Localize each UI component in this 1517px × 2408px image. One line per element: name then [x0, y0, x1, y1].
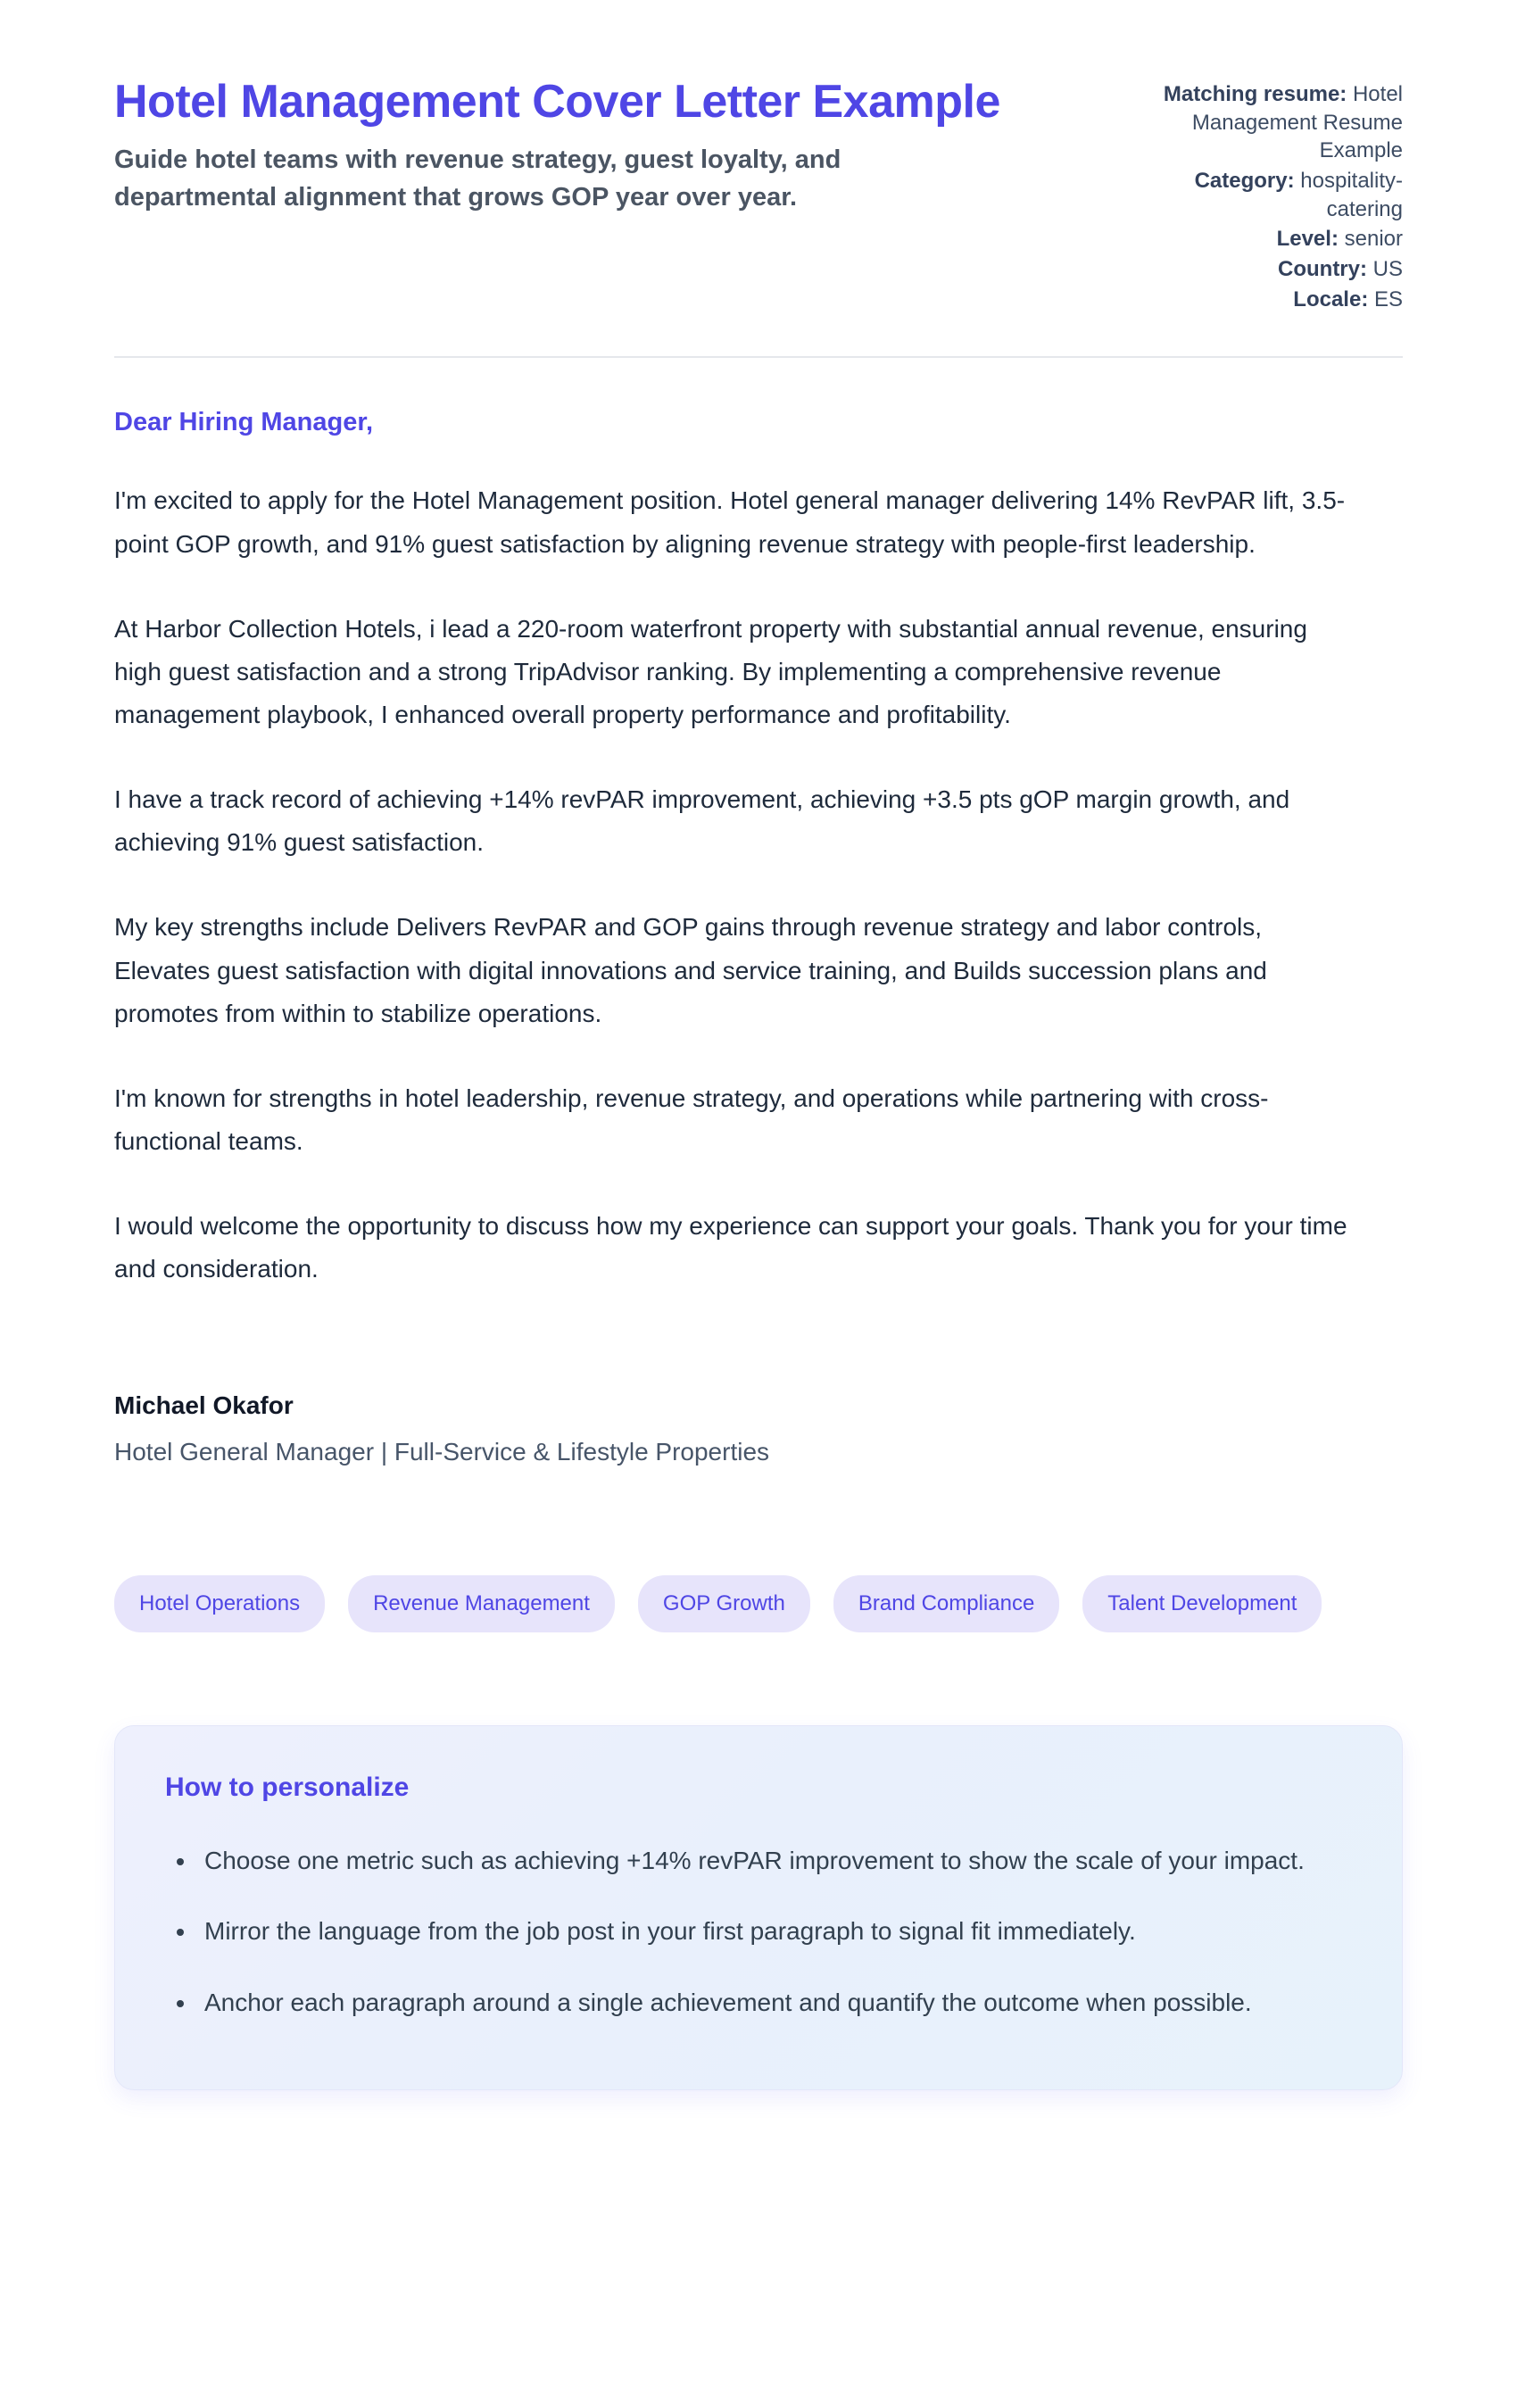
bottom-spacer	[114, 2090, 1403, 2171]
meta-label: Level:	[1276, 227, 1339, 252]
skill-tag-list	[114, 1575, 1403, 1632]
page-subtitle: Guide hotel teams with revenue strategy, guest loyalty, and departmental alignment that grows GOP year over year.	[114, 145, 841, 212]
meta-value: senior	[1344, 227, 1403, 252]
letter-paragraph: At Harbor Collection Hotels, i lead a 220-room waterfront property with substantial annual revenue, ensuring high guest satisfaction and a strong TripAdvisor ranking. By implementing a comprehensive revenue management playbook, I enhanced overall property performance and profitability.	[114, 614, 1307, 728]
meta-row	[1162, 225, 1403, 253]
meta-value: Hotel Management Resume Example	[1191, 82, 1403, 163]
letter-paragraph: My key strengths include Delivers RevPAR and GOP gains through revenue strategy and labor controls, Elevates guest satisfaction with digital innovations and service training, and Builds succession plans and promotes from within to stabilize operations.	[114, 913, 1267, 1027]
header-title-block	[114, 75, 1033, 216]
letter-paragraph: I have a track record of achieving +14% revPAR improvement, achieving +3.5 pts gOP margin growth, and achieving 91% guest satisfaction.	[114, 785, 1290, 857]
article-page	[114, 0, 1403, 2171]
skill-tag-pill[interactable]: GOP Growth	[638, 1575, 810, 1632]
signature-role: Hotel General Manager | Full-Service & Lifestyle Properties	[114, 1437, 770, 1466]
skill-tag-pill[interactable]: Revenue Management	[348, 1575, 615, 1632]
header-divider	[114, 356, 1403, 358]
meta-row	[1162, 255, 1403, 284]
personalize-bullet: • Anchor each paragraph around a single achievement and quantify the outcome when possible.	[197, 1980, 1348, 2025]
personalize-bullet: • Choose one metric such as achieving +14% revPAR improvement to show the scale of your impact.	[197, 1839, 1348, 1883]
meta-label: Locale:	[1293, 286, 1369, 311]
meta-value: US	[1372, 257, 1403, 282]
personalize-bullet-list	[165, 1839, 1352, 2025]
meta-value: hospitality-catering	[1300, 169, 1403, 221]
meta-label: Matching resume:	[1163, 82, 1347, 106]
personalize-title: How to personalize	[165, 1772, 410, 1802]
letter-salutation: Dear Hiring Manager,	[114, 408, 374, 437]
skill-tag-pill[interactable]: Brand Compliance	[833, 1575, 1059, 1632]
skill-tag-pill[interactable]: Talent Development	[1082, 1575, 1322, 1632]
article-header	[114, 75, 1403, 315]
page-title: Hotel Management Cover Letter Example	[114, 76, 1000, 128]
skill-tag-pill[interactable]: Hotel Operations	[114, 1575, 325, 1632]
resume-meta-block	[1162, 75, 1403, 315]
meta-label: Country:	[1278, 257, 1367, 282]
meta-row	[1162, 80, 1403, 165]
letter-paragraph: I'm excited to apply for the Hotel Management position. Hotel general manager delivering 14% RevPAR lift, 3.5-point GOP growth, and 91% guest satisfaction by aligning revenue strategy with people-first leadership.	[114, 486, 1346, 558]
meta-value: ES	[1373, 286, 1403, 311]
personalize-bullet: • Mirror the language from the job post in your first paragraph to signal fit immediately.	[197, 1909, 1348, 1954]
meta-row	[1162, 286, 1403, 314]
cover-letter-body	[114, 408, 1403, 1466]
personalize-callout	[114, 1725, 1403, 2090]
letter-paragraphs	[114, 479, 1403, 1291]
meta-label: Category:	[1194, 169, 1295, 194]
meta-row	[1162, 167, 1403, 223]
letter-paragraph: I'm known for strengths in hotel leadership, revenue strategy, and operations while partnering with cross-functional teams.	[114, 1084, 1269, 1156]
letter-paragraph: I would welcome the opportunity to discuss how my experience can support your goals. Thank you for your time and consideration.	[114, 1212, 1347, 1283]
signature-name: Michael Okafor	[114, 1391, 294, 1419]
